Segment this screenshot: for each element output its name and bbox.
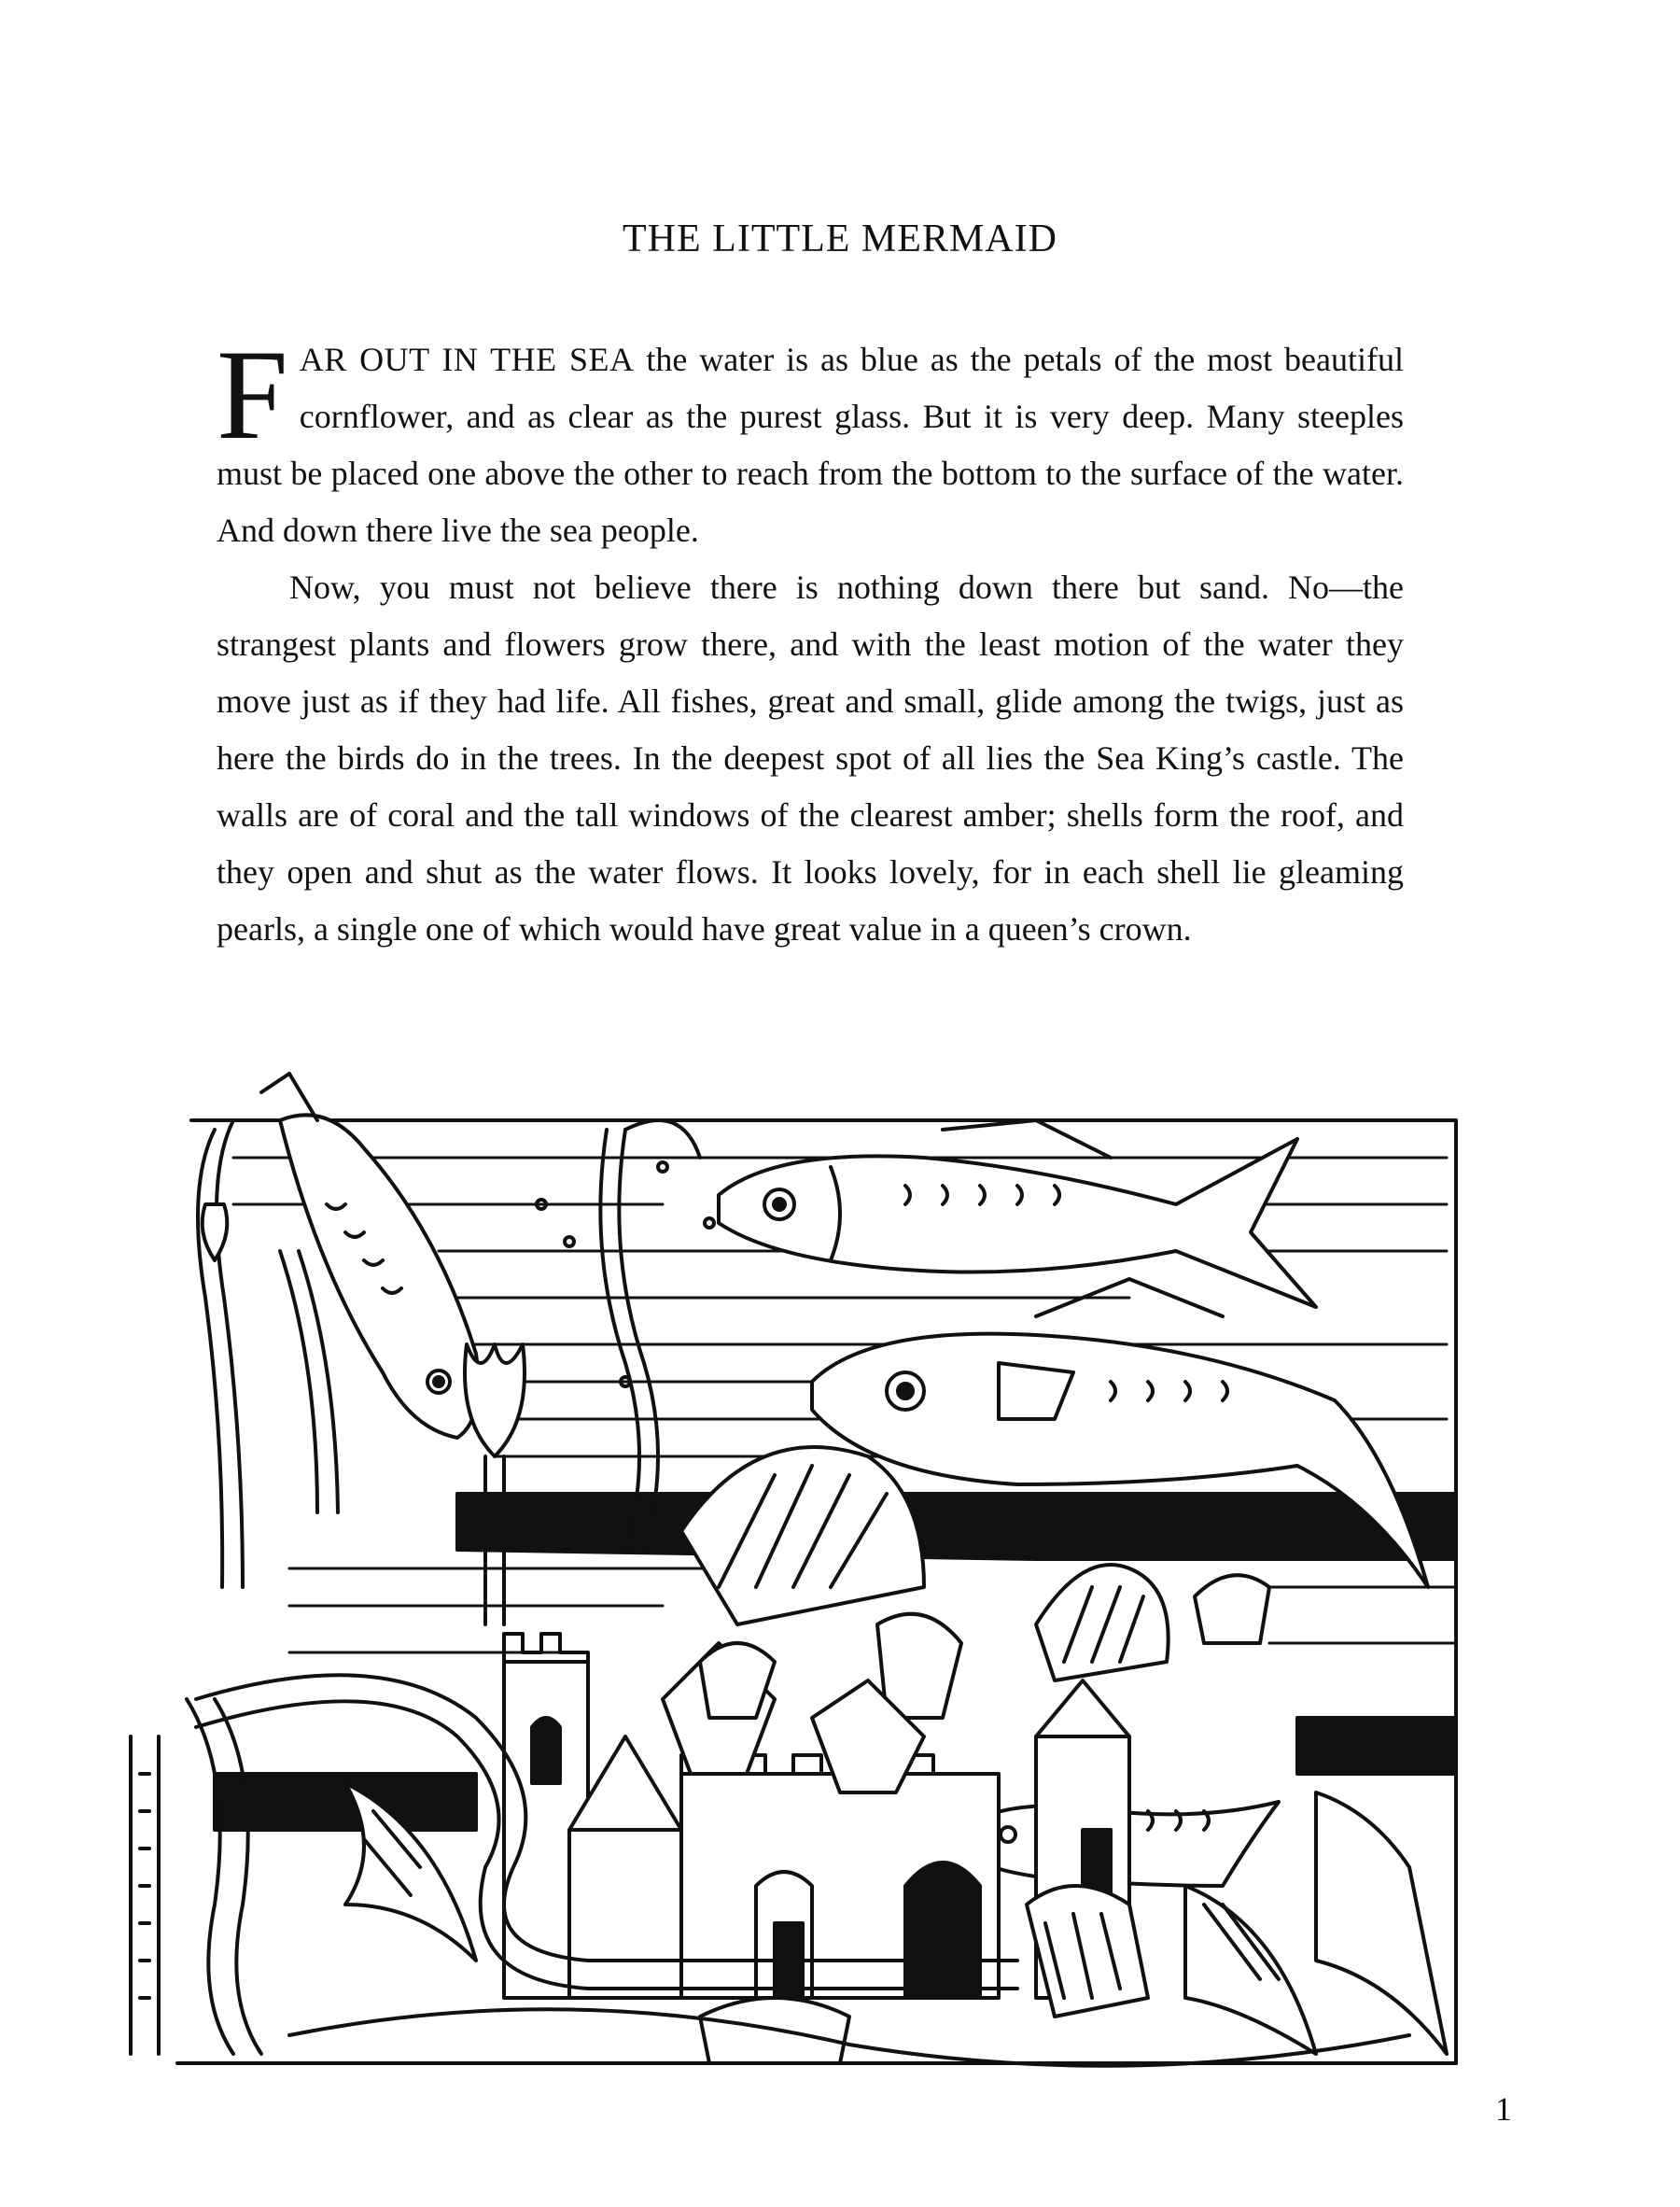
dark-water-band	[457, 1494, 1456, 1559]
undersea-castle-illustration	[103, 1064, 1521, 2073]
fish-top-right	[719, 1120, 1316, 1307]
seaweed-left	[131, 1120, 338, 2054]
dark-water-right	[1297, 1718, 1456, 1774]
paragraph-1-text: the water is as blue as the petals of the most beautiful cornflower, and as clear as the purest glass. But it is very deep. Many steeples must be placed one above the other to reach from the bottom to the surface of the water. And down there live the sea people.	[217, 341, 1405, 549]
fish-left	[261, 1074, 479, 1438]
page-number: 1	[1495, 2090, 1512, 2128]
paragraph-1	[217, 323, 1405, 559]
drop-cap: F	[217, 323, 288, 466]
paragraph-2: Now, you must not believe there is nothing down there but sand. No—the strangest plants and flowers grow there, and with the least motion of the water they move just as if they had life. All fishes, great and small, glide among the twigs, just as here the birds do in the trees. In the deepest spot of all lies the Sea King’s castle. The walls are of coral and the tall windows of the clearest amber; shells form the roof, and they open and shut as the water flows. It looks lovely, for in each shell lie gleaming pearls, a single one of which would have great value in a queen’s crown.	[217, 569, 1404, 948]
page-title: THE LITTLE MERMAID	[623, 218, 1057, 260]
shells	[681, 1447, 1269, 1718]
story-text	[217, 323, 1405, 958]
small-caps-opening: AR OUT IN THE SEA	[299, 341, 635, 378]
